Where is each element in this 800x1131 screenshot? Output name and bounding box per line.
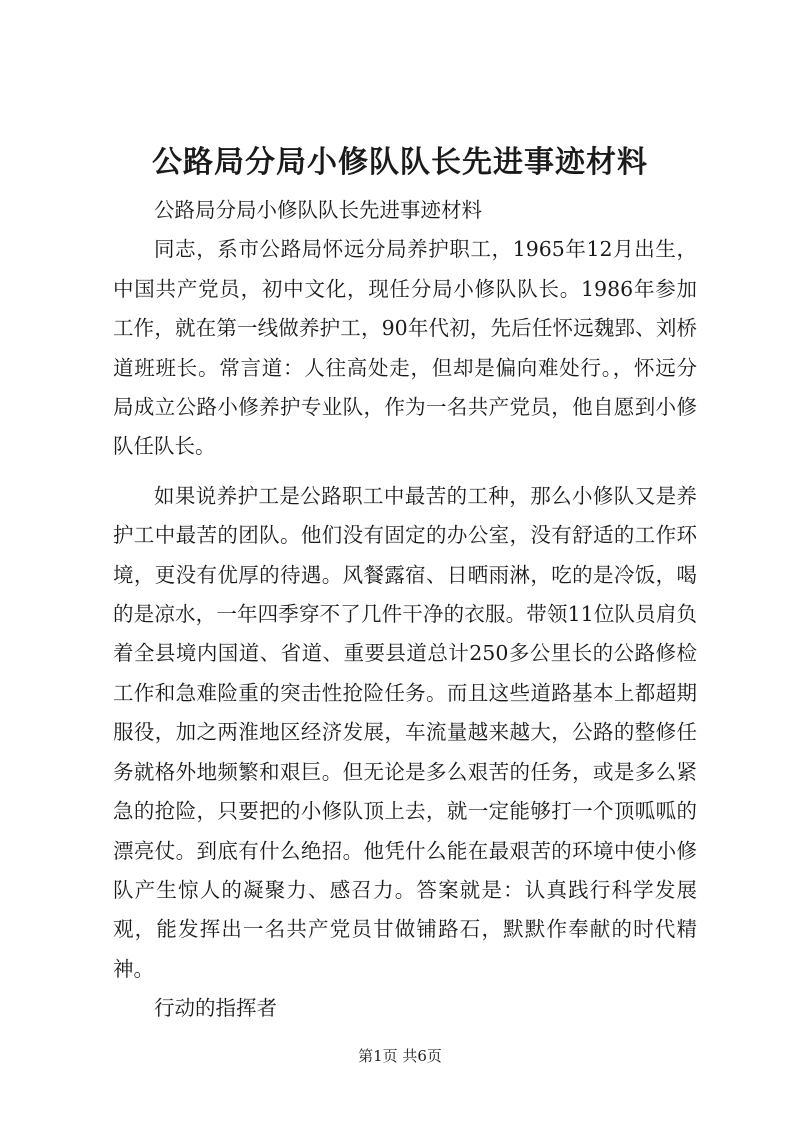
paragraph-3: 行动的指挥者 xyxy=(154,996,277,1021)
paragraph-2: 如果说养护工是公路职工中最苦的工种，那么小修队又是养护工中最苦的团队。他们没有固定的办公室，没有舒适的工作环境，更没有优厚的待遇。风餐露宿、日晒雨淋，吃的是冷饭，喝的是凉水，一年四季穿不了几件干净的衣服。带领11位队员肩负着全县境内国道、省道、重要县道总计250多公里长的公路修检工作和急难险重的突击性抢险任务。而且这些道路基本上都超期服役，加之两淮地区经济发展，车流量越来越大，公路的整修任务就格外地频繁和艰巨。但无论是多么艰苦的任务，或是多么紧急的抢险，只要把的小修队顶上去，就一定能够打一个顶呱呱的漂亮仗。到底有什么绝招。他凭什么能在最艰苦的环境中使小修队产生惊人的凝聚力、感召力。答案就是：认真践行科学发展观，能发挥出一名共产党员甘做铺路石，默默作奉献的时代精神。 xyxy=(113,483,697,981)
document-subtitle: 公路局分局小修队队长先进事迹材料 xyxy=(154,198,482,222)
paragraph-1: 同志，系市公路局怀远分局养护职工，1965年12月出生，中国共产党员，初中文化，现任分局小修队队长。1986年参加工作，就在第一线做养护工，90年代初，先后任怀远魏郢、刘桥道班班长。常言道：人往高处走，但却是偏向难处行。，怀远分局成立公路小修养护专业队，作为一名共产党员，他自愿到小修队任队长。 xyxy=(113,237,697,459)
document-body xyxy=(113,191,697,1029)
document-title: 公路局分局小修队队长先进事迹材料 xyxy=(152,145,648,180)
page-footer: 第1页 共6页 xyxy=(358,1047,442,1065)
